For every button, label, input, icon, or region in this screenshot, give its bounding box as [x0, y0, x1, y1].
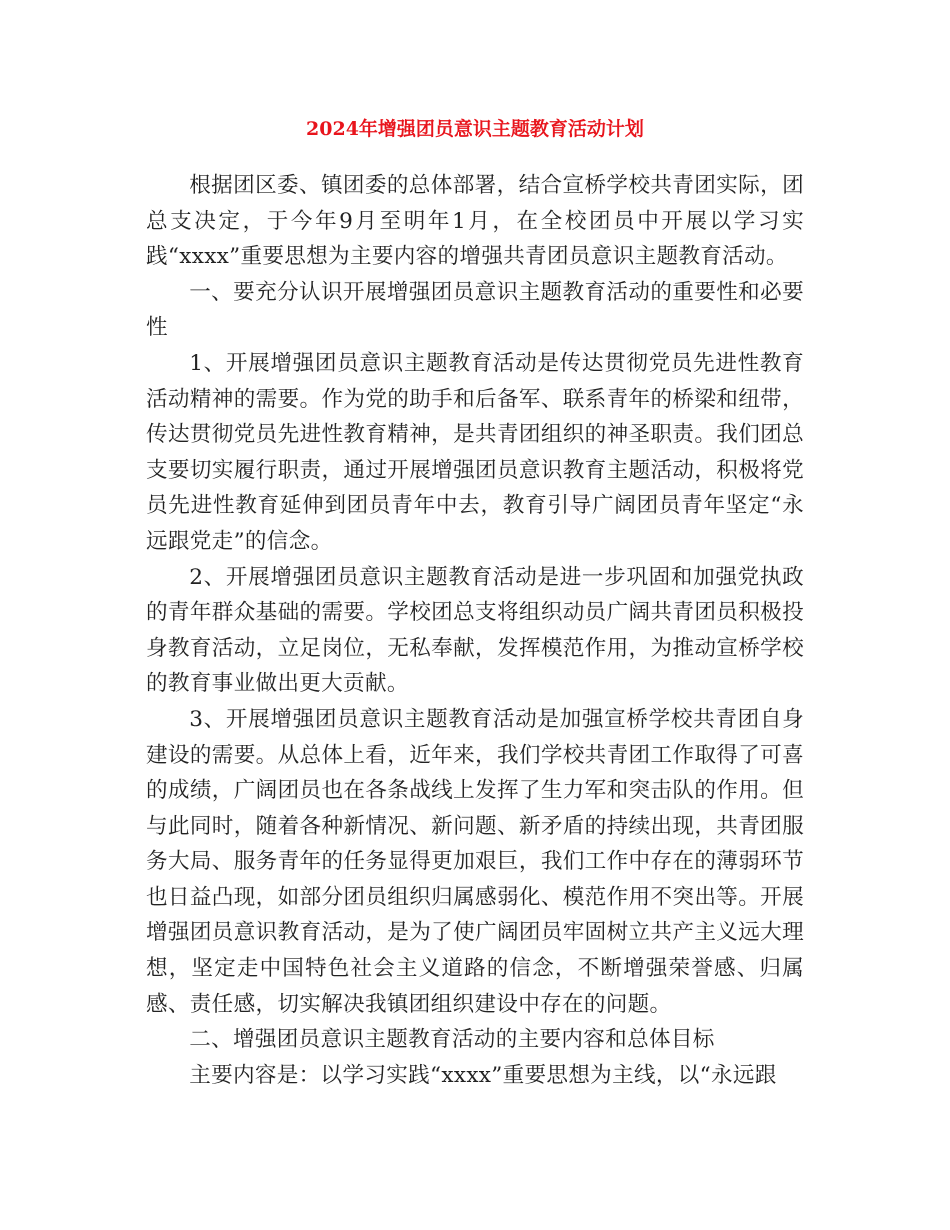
section-heading-2: 二、增强团员意识主题教育活动的主要内容和总体目标: [189, 1027, 715, 1053]
paragraph-main-content: 主要内容是：以学习实践“xxxx”重要思想为主线，以“永远跟: [189, 1062, 777, 1088]
document-title: 2024年增强团员意识主题教育活动计划: [306, 118, 644, 140]
paragraph-point-2: 2、开展增强团员意识主题教育活动是进一步巩固和加强党执政的青年群众基础的需要。学校团总支将组织动员广阔共青团员积极投身教育活动，立足岗位，无私奉献，发挥模范作用，为推动宣桥学校的教育事业做出更大贡献。: [146, 564, 804, 697]
paragraph-point-3: 3、开展增强团员意识主题教育活动是加强宣桥学校共青团自身建设的需要。从总体上看，近年来，我们学校共青团工作取得了可喜的成绩，广阔团员也在各条战线上发挥了生力军和突击队的作用。但与此同时，随着各种新情况、新问题、新矛盾的持续出现，共青团服务大局、服务青年的任务显得更加艰巨，我们工作中存在的薄弱环节也日益凸现，如部分团员组织归属感弱化、模范作用不突出等。开展增强团员意识教育活动，是为了使广阔团员牢固树立共产主义远大理想，坚定走中国特色社会主义道路的信念，不断增强荣誉感、归属感、责任感，切实解决我镇团组织建设中存在的问题。: [146, 706, 804, 1017]
section-heading-1: 一、要充分认识开展增强团员意识主题教育活动的重要性和必要性: [146, 279, 804, 341]
paragraph-point-1: 1、开展增强团员意识主题教育活动是传达贯彻党员先进性教育活动精神的需要。作为党的助手和后备军、联系青年的桥梁和纽带，传达贯彻党员先进性教育精神，是共青团组织的神圣职责。我们团总支要切实履行职责，通过开展增强团员意识教育主题活动，积极将党员先进性教育延伸到团员青年中去，教育引导广阔团员青年坚定“永远跟党走”的信念。: [146, 350, 804, 554]
paragraph-intro: 根据团区委、镇团委的总体部署，结合宣桥学校共青团实际，团总支决定，于今年9月至明年1月，在全校团员中开展以学习实践“xxxx”重要思想为主要内容的增强共青团员意识主题教育活动。: [146, 173, 804, 270]
